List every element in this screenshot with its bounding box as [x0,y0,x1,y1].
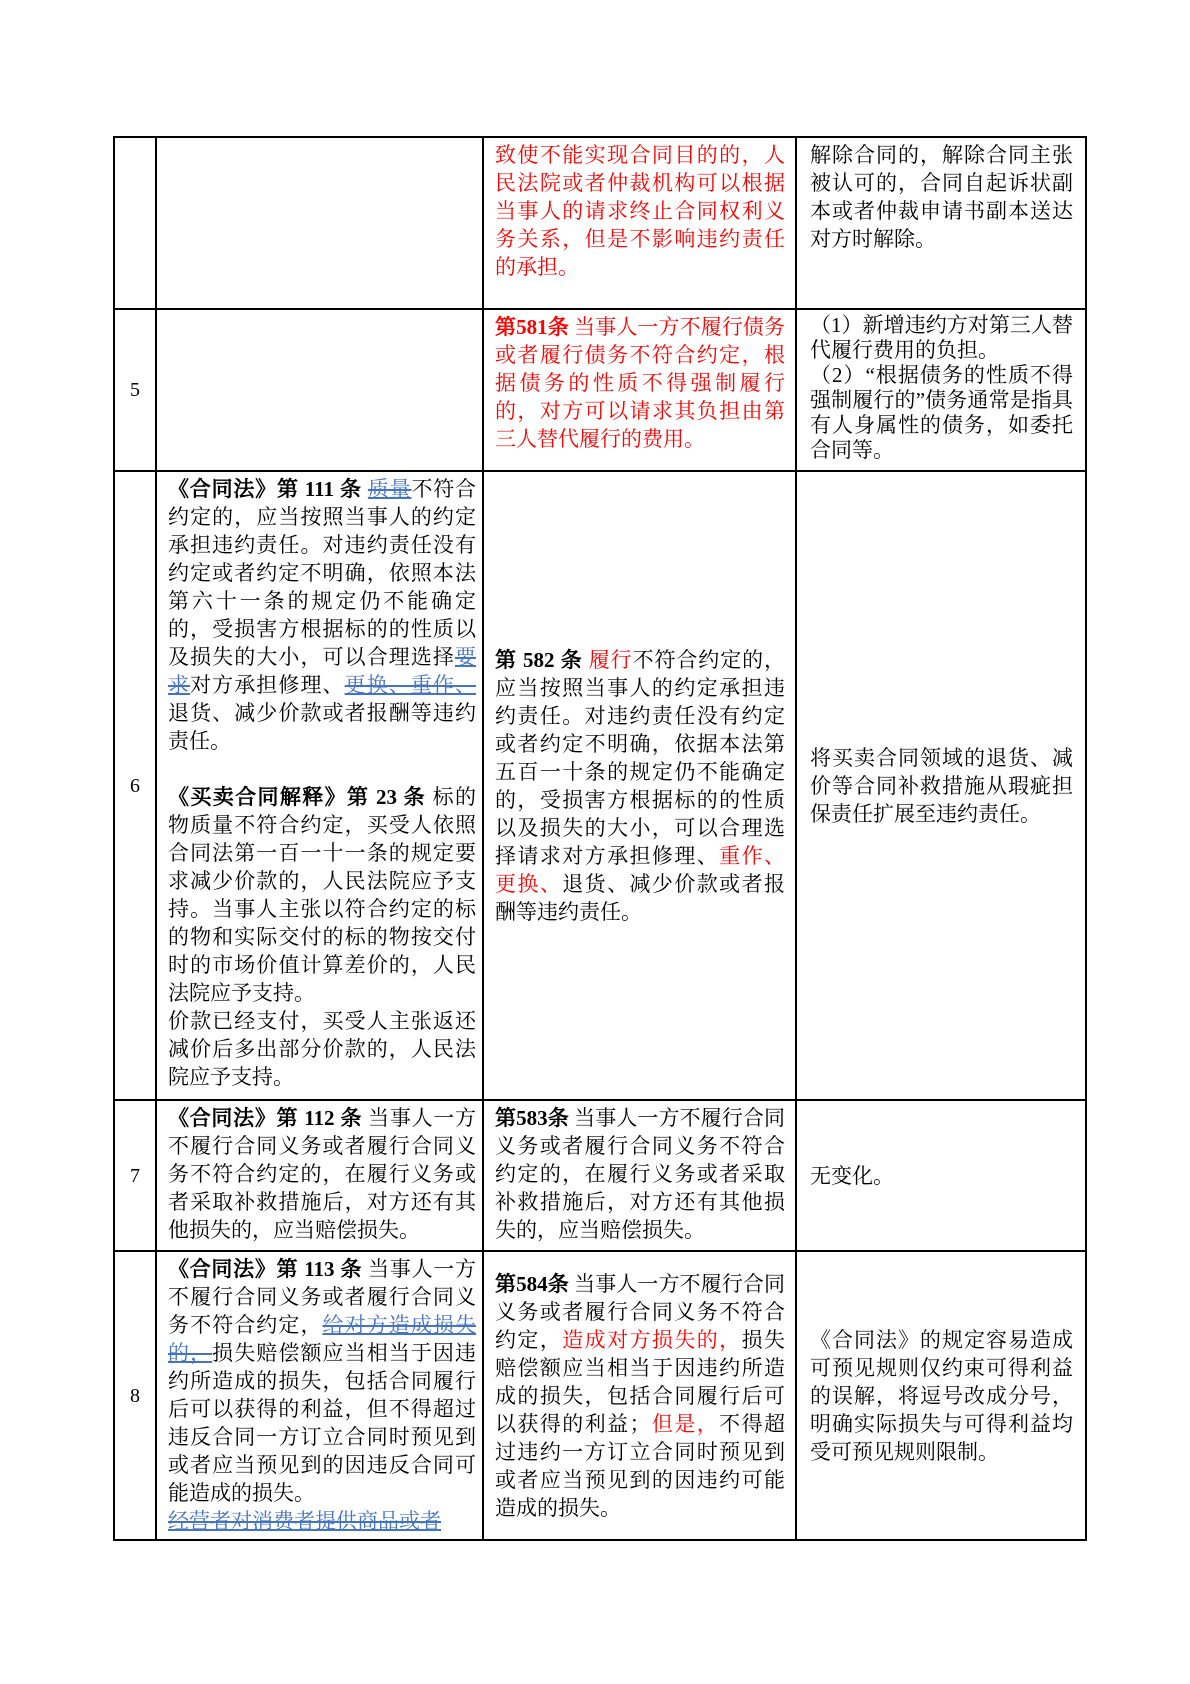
deleted-text-run: 质量 [367,477,412,501]
table-row-6 [115,470,1085,1099]
text-run: 《合同法》的规定容易造成可预见规则仅约束可得利益的误解，将逗号改成分号，明确实际损失与可得利益均受可预见规则限制。 [810,1328,1073,1464]
text-run: 《合同法》第 112 条 [168,1106,369,1130]
inserted-text-run: 但是， [650,1412,720,1436]
text-run: 价款已经支付，买受人主张返还减价后多出部分价款的，人民法院应予支持。 [168,1009,476,1089]
text-run: 退货、减少价款或者报酬等违约责任。 [168,701,476,753]
text-run: 对方承担修理、 [190,673,345,697]
text-run: （2）“根据债务的性质不得强制履行的”债务通常是指具有人身属性的债务，如委托合同等。 [810,363,1073,462]
text-run: 当事人一方不履行合同义务或者履行合同义务不符合约定的，在履行义务或者采取补救措施后，对方还有其他损失的，应当赔偿损失。 [495,1106,786,1242]
table-row-5 [115,308,1085,470]
text-run: 《合同法》第 113 条 [168,1257,369,1281]
text-run: 标的物质量不符合约定，买受人依照合同法第一百一十一条的规定要求减少价款的，人民法院应予支持。当事人主张以符合约定的标的物和实际交付的标的物按交付时的市场价值计算差价的，人民法院应予支持。 [168,785,476,1005]
paragraph [168,1007,476,1091]
paragraph [495,1104,785,1244]
text-run: 不得超过违约一方订立合同时预见到或者应当预见到的因违约可能造成的损失。 [495,1412,786,1520]
inserted-text-run: 第581条 [495,315,569,339]
text-run [168,757,173,781]
row-number [115,138,155,308]
deleted-text-run: 经营者对消费者提供商品或者 [168,1509,441,1533]
row-number: 8 [130,1384,140,1407]
inserted-text-run: 当事人一方不履行债务或者履行债务不符合约定，根据债务的性质不得强制履行的，对方可以请求其负担由第三人替代履行的费用。 [495,315,786,451]
paragraph [810,141,1073,253]
deleted-text-run: 更换、重作、 [344,673,477,697]
text-run: 不符合约定的，应当按照当事人的约定承担违约责任。对违约责任没有约定或者约定不明确，依照本法第六十一条的规定仍不能确定的，受损害方根据标的的性质以及损失的大小，可以合理选择 [168,477,477,669]
paragraph [168,1507,476,1535]
inserted-text-run: 致使不能实现合同目的的，人民法院或者仲裁机构可以根据当事人的请求终止合同权利义务关系，但是不影响违约责任的承担。 [495,143,785,279]
commentary-cell [795,472,1085,1099]
text-run: 第583条 [495,1106,575,1130]
inserted-text-run: 履行 [588,648,633,672]
text-run: 第 582 条 [495,648,589,672]
old-law-cell [155,310,482,470]
commentary-cell [795,1101,1085,1250]
law-comparison-table [113,136,1087,1541]
paragraph [810,1326,1073,1466]
new-law-cell [482,472,795,1099]
commentary-cell [795,310,1085,470]
row-number: 5 [130,379,140,401]
text-run: 《合同法》第 111 条 [168,477,368,501]
paragraph [495,141,785,281]
text-run: 损失赔偿额应当相当于因违约所造成的损失，包括合同履行后可以获得的利益； [495,1328,786,1436]
table-row-8 [115,1250,1085,1539]
text-run: 当事人一方不履行合同义务或者履行合同义务不符合约定， [168,1257,477,1337]
text-run: 损失赔偿额应当相当于因违约所造成的损失，包括合同履行后可以获得的利益，但不得超过违反合同一方订立合同时预见到或者应当预见到的因违反合同可能造成的损失。 [168,1341,477,1505]
commentary-cell [795,1252,1085,1539]
paragraph [168,1104,476,1244]
text-run: （1）新增违约方对第三人替代履行费用的负担。 [810,313,1073,362]
paragraph [810,313,1073,363]
text-run: 《买卖合同解释》第 23 条 [168,785,433,809]
new-law-cell [482,138,795,308]
paragraph [168,783,476,1007]
paragraph [810,1162,1073,1190]
row-number: 6 [130,774,140,797]
table-row-continued [115,138,1085,308]
text-run: 不符合约定的，应当按照当事人的约定承担违约责任。对违约责任没有约定或者约定不明确，依据本法第五百一十条的规定仍不能确定的，受损害方根据标的的性质以及损失的大小，可以合理选择请求对方承担修理、 [495,648,786,868]
old-law-cell [155,138,482,308]
paragraph [810,363,1073,463]
paragraph [495,313,785,453]
paragraph [168,475,476,755]
text-run: 解除合同的，解除合同主张被认可的，合同自起诉状副本或者仲裁申请书副本送达对方时解除。 [810,143,1073,251]
new-law-cell [482,1101,795,1250]
row-number: 7 [130,1164,140,1187]
table-row-7 [115,1099,1085,1250]
new-law-cell [482,310,795,470]
paragraph [810,744,1073,828]
text-run: 当事人一方不履行合同义务或者履行合同义务不符合约定， [495,1272,786,1352]
commentary-cell [795,138,1085,308]
new-law-cell [482,1252,795,1539]
text-run: 当事人一方不履行合同义务或者履行合同义务不符合约定的，在履行义务或者采取补救措施后，对方还有其他损失的，应当赔偿损失。 [168,1106,477,1242]
text-run: 将买卖合同领域的退货、减价等合同补救措施从瑕疵担保责任扩展至违约责任。 [810,746,1073,826]
inserted-text-run: 重作、更换、 [495,844,786,896]
deleted-text-run: 给对方造成损失的， [168,1313,477,1365]
old-law-cell [155,472,482,1099]
text-run: 退货、减少价款或者报酬等违约责任。 [495,872,785,924]
inserted-text-run: 造成对方损失的， [562,1328,742,1352]
paragraph [168,755,476,783]
paragraph [495,1270,785,1522]
old-law-cell [155,1101,482,1250]
text-run: 第584条 [495,1272,575,1296]
text-run: 无变化。 [810,1164,894,1188]
old-law-cell [155,1252,482,1539]
paragraph [168,1255,476,1507]
paragraph [495,646,785,926]
deleted-text-run: 要求 [168,645,476,697]
